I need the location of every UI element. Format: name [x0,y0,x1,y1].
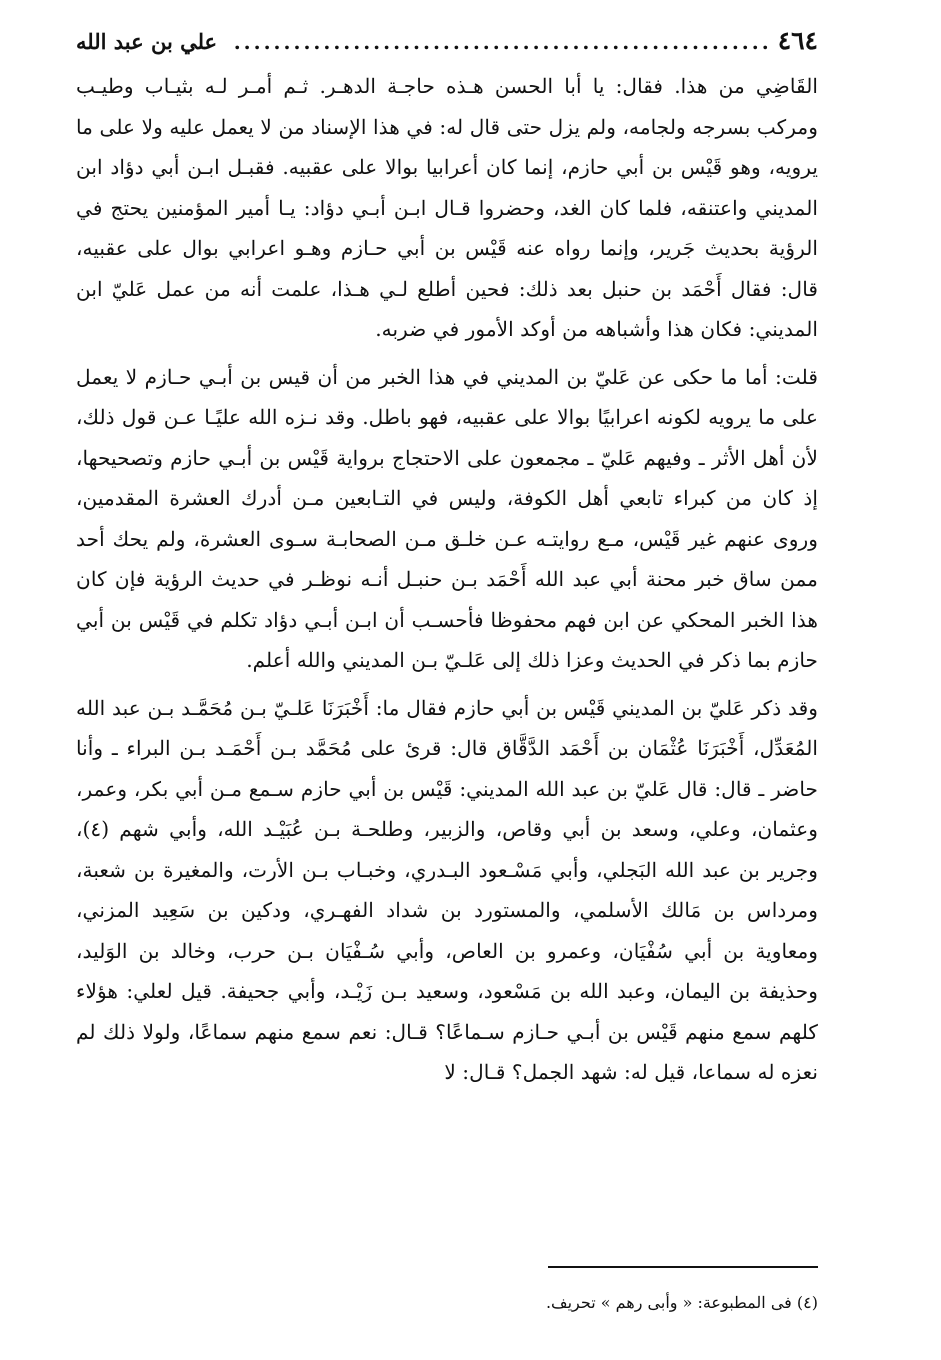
footnote: (٤) فى المطبوعة: « وأبى رهم » تحريف. [545,1293,818,1312]
header-leader-dots: ...................................................... [233,30,772,54]
running-title: علي بن عبد الله [76,29,218,54]
paragraph-1: القَاضِي من هذا. فقال: يا أبا الحسن هـذه حاجـة الدهـر. ثـم أمـر لـه بثيـاب وطيـب ومركب بسرجه ولجامه، ولم يزل حتى قال له: في هذا الإسناد من لا يعمل عليه ولا على ما يرويه، وهو قَيْس بن أبي حازم، إنما كان أعرابيا بوالا على عقبيه. فقبـل ابـن أبي دؤاد ابن المديني واعتنقه، فلما كان الغد، وحضروا قـال ابـن أبـي دؤاد: يـا أمير المؤمنين يحتج في الرؤية بحديث جَرير، وإنما رواه عنه قَيْس بن أبي حـازم وهـو اعرابي بوال على عقبيه، قال: فقال أَحْمَد بن حنبل بعد ذلك: فحين أطلع لـي هـذا، علمت أنه من عمل عَليّ ابن المديني: فكان هذا وأشباهه من أوكد الأمور في ضربه. [76,74,818,341]
paragraph-3: وقد ذكر عَليّ بن المديني قَيْس بن أبي حازم فقال ما: أَخْبَرَنَا عَلـيّ بـن مُحَمَّـد بـن عبد الله المُعَدِّل، أَخْبَرَنَا عُثْمَان بن أَحْمَد الدَّقَّاق قال: قرئ على مُحَمَّد بـن أَحْمَـد بـن البراء ـ وأنا حاضر ـ قال: قال عَليّ بن عبد الله المديني: قَيْس بن أبي حازم سـمع مـن أبي بكر، وعمر، وعثمان، وعلي، وسعد بن أبي وقاص، والزبير، وطلحـة بـن عُبَيْـد الله، وأبي شهم (٤)، وجرير بن عبد الله البَجلي، وأبي مَسْـعود البـدري، وخبـاب بـن الأرت، والمغيرة بن شعبة، ومرداس بن مَالك الأسلمي، والمستورد بن شداد الفهـري، ودكين بن سَعِيد المزني، ومعاوية بن أبي سُفْيَان، وعمرو بن العاص، وأبي سُـفْيَان بـن حرب، وخالد بن الوَليد، وحذيفة بن اليمان، وعبد الله بن مَسْعود، وسعيد بـن زَيْـد، وأبي جحيفة. قيل لعلي: هؤلاء كلهم سمع منهم قَيْس بن أبـي حـازم سـماعًا؟ قـال: نعم سمع منهم سماعًا، ولولا ذلك لم نعزه له سماعا، قيل له: شهد الجمل؟ قـال: لا [76,695,818,1084]
paragraph-2: قلت: أما ما حكى عن عَليّ بن المديني في هذا الخبر من أن قيس بن أبـي حـازم لا يعمل على ما يرويه لكونه اعرابيًا بوالا على عقبيه، فهو باطل. وقد نـزه الله عليًـا عـن قول ذلك، لأن أهل الأثر ـ وفيهم عَليّ ـ مجمعون على الاحتجاج برواية قَيْس بن أبـي حازم وتصحيحها، إذ كان من كبراء تابعي أهل الكوفة، وليس في التـابعين مـن أدرك العشرة المقدمين، وروى عنهم غير قَيْس، مـع روايتـه عـن خلـق مـن الصحابـة سـوى العشرة، ولم يحك أحد ممن ساق خبر محنة أبي عبد الله أَحْمَد بـن حنبـل أنـه نوظـر في حديث الرؤية فإن كان هذا الخبر المحكي عن ابن فهم محفوظا فأحسـب أن ابـن أبـي دؤاد تكلم في قَيْس بن أبي حازم بما ذكر في الحديث وعزا ذلك إلى عَلـيّ بـن المديني والله أعلم. [76,364,818,672]
footnote-divider [548,1266,818,1268]
main-text [76,66,818,1093]
page-header [76,26,818,66]
page-number: ٤٦٤ [777,26,818,55]
book-page [76,26,818,1346]
